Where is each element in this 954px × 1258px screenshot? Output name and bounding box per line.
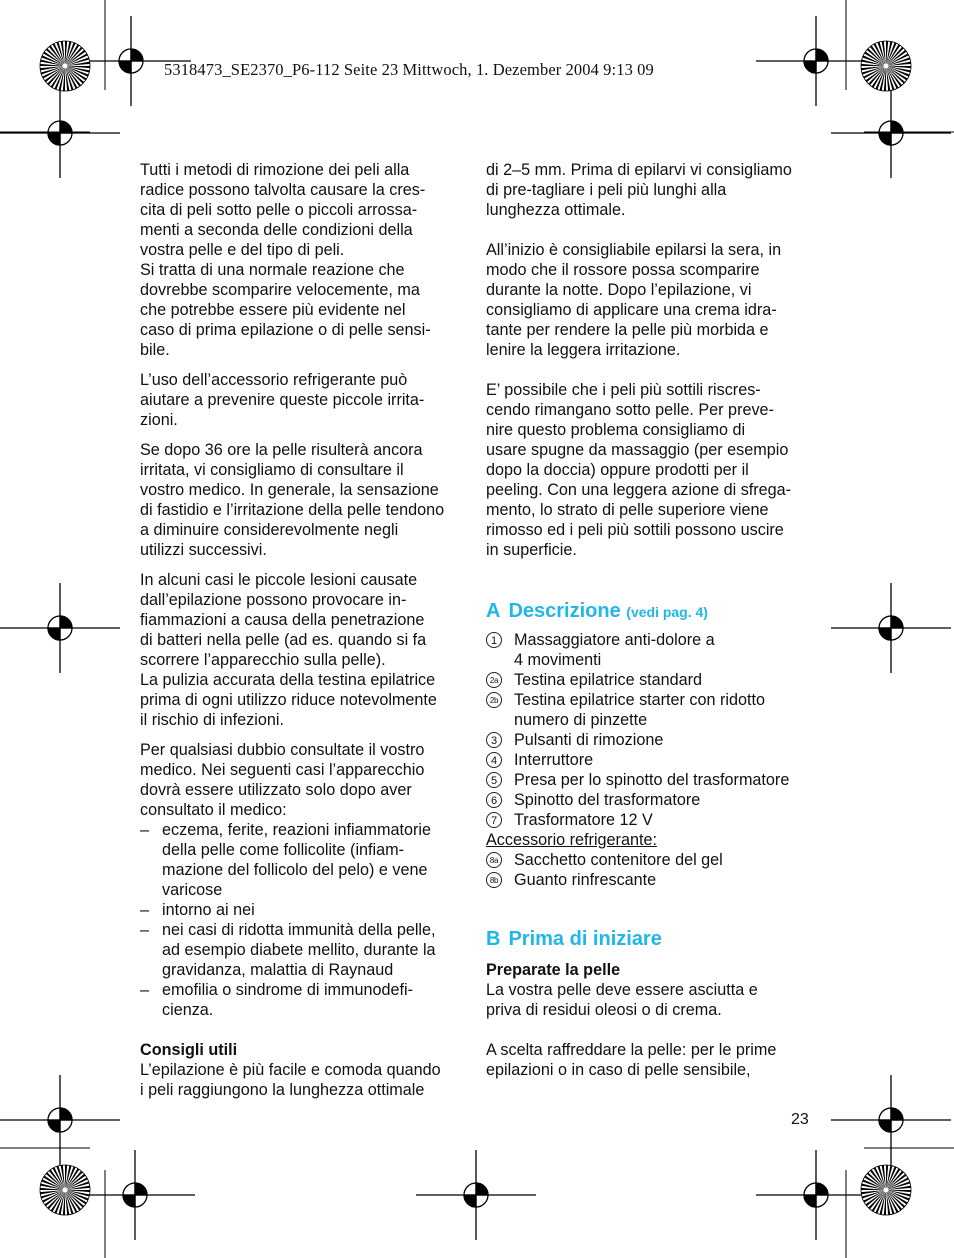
text-line: della pelle come follicolite (infiam-	[162, 841, 405, 859]
text-line: La vostra pelle deve essere asciutta e	[486, 981, 758, 999]
paragraph-tips	[140, 1060, 470, 1100]
text-line: numero di pinzette	[514, 711, 648, 729]
text-line: Pulsanti di rimozione	[514, 731, 664, 749]
circled-number: 3	[486, 732, 502, 748]
circled-number: 6	[486, 792, 502, 808]
paragraph-ingrown-hair	[486, 380, 816, 560]
text-line: che potrebbe essere più evidente nel	[140, 301, 406, 319]
paragraph-cooling-accessory	[140, 370, 470, 430]
left-column	[140, 160, 470, 1100]
text-line: bile.	[140, 341, 170, 359]
tips-heading: Consigli utili	[140, 1041, 238, 1059]
text-line: mento, lo strato di pelle superiore viene	[486, 501, 769, 519]
text-line: ad esempio diabete mellito, durante la	[162, 941, 436, 959]
section-a-letter: A	[486, 600, 501, 622]
text-line: E’ possibile che i peli più sottili riscres-	[486, 381, 761, 399]
text-line: Per qualsiasi dubbio consultate il vostro	[140, 741, 425, 759]
parts-list-item	[486, 790, 816, 810]
dash-bullet: –	[140, 821, 150, 839]
text-line: eczema, ferite, reazioni infiammatorie	[162, 821, 431, 839]
text-line: A scelta raffreddare la pelle: per le prime	[486, 1041, 777, 1059]
text-line: varicose	[162, 881, 223, 899]
text-line: utilizzi successivi.	[140, 541, 267, 559]
text-line: L’uso dell’accessorio refrigerante può	[140, 371, 408, 389]
paragraph-infection	[140, 570, 470, 730]
registration-crosshair	[75, 1150, 195, 1240]
text-line: lunghezza ottimale.	[486, 201, 626, 219]
parts-list-item	[486, 850, 816, 870]
text-line: vostro medico. In generale, la sensazione	[140, 481, 439, 499]
section-a-heading	[486, 598, 816, 624]
registration-crosshair	[831, 583, 951, 673]
condition-list	[140, 820, 470, 1020]
parts-list	[486, 630, 816, 830]
paragraph-evening	[486, 240, 816, 360]
text-line: gravidanza, malattia di Raynaud	[162, 961, 394, 979]
text-line: caso di prima epilazione o di pelle sensi-	[140, 321, 431, 339]
registration-crosshair	[831, 1075, 951, 1165]
text-line: a diminuire considerevolmente negli	[140, 521, 399, 539]
text-line: Testina epilatrice starter con ridotto	[514, 691, 766, 709]
circled-number: 2b	[486, 692, 502, 708]
star-target-mark	[40, 41, 90, 91]
section-a-page-ref: (vedi pag. 4)	[626, 604, 708, 620]
text-line: Guanto rinfrescante	[514, 871, 657, 889]
dash-bullet: –	[140, 901, 150, 919]
text-line: cendo rimangano sotto pelle. Per preve-	[486, 401, 774, 419]
text-line: aiutare a prevenire queste piccole irrita-	[140, 391, 425, 409]
text-line: radice possono talvolta causare la cres-	[140, 181, 426, 199]
section-b-letter: B	[486, 928, 501, 950]
text-line: usare spugne da massaggio (per esempio	[486, 441, 789, 459]
text-line: Trasformatore 12 V	[514, 811, 653, 829]
paragraph-prep	[486, 980, 816, 1020]
paragraph-regrowth	[140, 160, 470, 360]
text-line: emofilia o sindrome di immunodefi-	[162, 981, 414, 999]
text-line: cita di peli sotto pelle o piccoli arrossa-	[140, 201, 418, 219]
paragraph-cool-skin	[486, 1040, 816, 1080]
parts-list-item	[486, 870, 816, 890]
text-line: menti a seconda delle condizioni della	[140, 221, 413, 239]
text-line: fiammazioni a causa della penetrazione	[140, 611, 425, 629]
section-a-title: Descrizione	[508, 600, 621, 622]
parts-list-item	[486, 690, 816, 730]
text-line: Interruttore	[514, 751, 594, 769]
text-line: nire questo problema consigliamo di	[486, 421, 746, 439]
circled-number: 8b	[486, 872, 502, 888]
registration-crosshair	[756, 1150, 876, 1240]
text-line: In alcuni casi le piccole lesioni causate	[140, 571, 418, 589]
text-line: modo che il rossore possa scomparire	[486, 261, 760, 279]
text-line: irritata, vi consigliamo di consultare il	[140, 461, 404, 479]
circled-number: 7	[486, 812, 502, 828]
parts-list-item	[486, 810, 816, 830]
accessory-label: Accessorio refrigerante:	[486, 831, 657, 849]
text-line: Testina epilatrice standard	[514, 671, 703, 689]
list-item	[140, 820, 470, 900]
text-line: zioni.	[140, 411, 178, 429]
text-line: di batteri nella pelle (ad es. quando si fa	[140, 631, 427, 649]
text-line: vostra pelle e del tipo di peli.	[140, 241, 345, 259]
text-line: Tutti i metodi di rimozione dei peli alla	[140, 161, 410, 179]
star-target-mark	[40, 1165, 90, 1215]
text-line: Massaggiatore anti-dolore a	[514, 631, 715, 649]
text-line: Se dopo 36 ore la pelle risulterà ancora	[140, 441, 423, 459]
parts-list-item	[486, 770, 816, 790]
dash-bullet: –	[140, 921, 150, 939]
parts-list-item	[486, 630, 816, 670]
text-line: cienza.	[162, 1001, 214, 1019]
text-line: dall’epilazione possono provocare in-	[140, 591, 407, 609]
text-line: in superficie.	[486, 541, 577, 559]
text-line: consigliamo di applicare una crema idra-	[486, 301, 777, 319]
text-line: mazione del follicolo del pelo) e vene	[162, 861, 428, 879]
text-line: La pulizia accurata della testina epilatrice	[140, 671, 436, 689]
text-line: peeling. Con una leggera azione di sfrega-	[486, 481, 792, 499]
text-line: di pre-tagliare i peli più lunghi alla	[486, 181, 727, 199]
text-line: intorno ai nei	[162, 901, 255, 919]
text-line: rimosso ed i peli più sottili possono uscire	[486, 521, 784, 539]
prep-heading: Preparate la pelle	[486, 961, 621, 979]
text-line: prima di ogni utilizzo riduce notevolmente	[140, 691, 437, 709]
text-line: Si tratta di una normale reazione che	[140, 261, 405, 279]
circled-number: 8a	[486, 852, 502, 868]
list-item	[140, 980, 470, 1020]
page-number: 23	[791, 1111, 809, 1128]
dash-bullet: –	[140, 981, 150, 999]
section-b-title: Prima di iniziare	[508, 928, 662, 950]
text-line: dovrà essere utilizzato solo dopo aver	[140, 781, 412, 799]
list-item	[140, 920, 470, 980]
text-line: Sacchetto contenitore del gel	[514, 851, 723, 869]
parts-list-item	[486, 730, 816, 750]
text-line: priva di residui oleosi o di crema.	[486, 1001, 722, 1019]
registration-crosshair	[756, 16, 876, 106]
text-line: il rischio di infezioni.	[140, 711, 284, 729]
text-line: lenire la leggera irritazione.	[486, 341, 681, 359]
text-line: dopo la doccia) oppure prodotti per il	[486, 461, 749, 479]
text-line: Spinotto del trasformatore	[514, 791, 701, 809]
text-line: i peli raggiungono la lunghezza ottimale	[140, 1081, 425, 1099]
text-line: scorrere l’apparecchio sulla pelle).	[140, 651, 386, 669]
text-line: durante la notte. Dopo l’epilazione, vi	[486, 281, 752, 299]
text-line: epilazioni o in caso di pelle sensibile,	[486, 1061, 751, 1079]
text-line: consultato il medico:	[140, 801, 287, 819]
list-item	[140, 900, 470, 920]
star-target-mark	[861, 1165, 911, 1215]
registration-crosshair	[831, 88, 951, 178]
registration-crosshair	[0, 583, 120, 673]
paragraph-irritation	[140, 440, 470, 560]
text-line: medico. Nei seguenti casi l’apparecchio	[140, 761, 425, 779]
right-column	[486, 160, 816, 1080]
accessory-list	[486, 850, 816, 890]
star-target-mark	[861, 41, 911, 91]
circled-number: 5	[486, 772, 502, 788]
circled-number: 1	[486, 632, 502, 648]
text-line: All’inizio è consigliabile epilarsi la sera, in	[486, 241, 782, 259]
parts-list-item	[486, 750, 816, 770]
text-line: dovrebbe scomparire velocemente, ma	[140, 281, 420, 299]
text-line: Presa per lo spinotto del trasformatore	[514, 771, 790, 789]
registration-crosshair	[0, 88, 120, 178]
circled-number: 2a	[486, 672, 502, 688]
text-line: tante per rendere la pelle più morbida e	[486, 321, 769, 339]
paragraph-consult-doctor	[140, 740, 470, 820]
registration-crosshair	[0, 1075, 120, 1165]
text-line: di fastidio e l’irritazione della pelle tendono	[140, 501, 445, 519]
text-line: nei casi di ridotta immunità della pelle,	[162, 921, 436, 939]
circled-number: 4	[486, 752, 502, 768]
text-line: 4 movimenti	[514, 651, 602, 669]
parts-list-item	[486, 670, 816, 690]
text-line: di 2–5 mm. Prima di epilarvi vi consigliamo	[486, 161, 792, 179]
paragraph-hair-length	[486, 160, 816, 220]
text-line: L’epilazione è più facile e comoda quando	[140, 1061, 441, 1079]
section-b-heading	[486, 926, 816, 952]
registration-crosshair	[416, 1150, 536, 1240]
print-header: 5318473_SE2370_P6-112 Seite 23 Mittwoch, 1. Dezember 2004 9:13 09	[164, 60, 654, 79]
